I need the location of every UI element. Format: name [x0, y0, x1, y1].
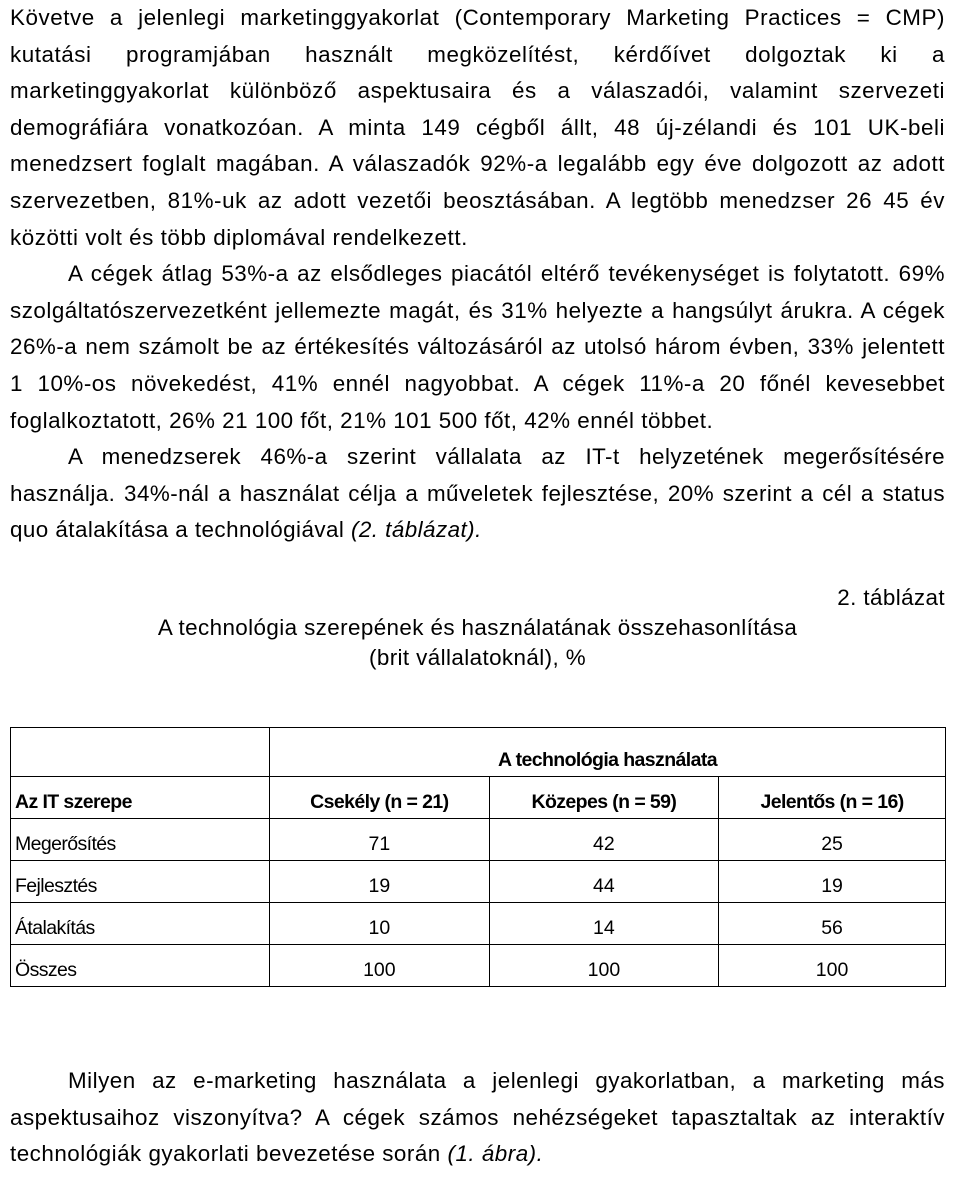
- table-row: [11, 944, 946, 986]
- table-header-row: [11, 776, 946, 818]
- table-column-header: Jelentős (n = 16): [719, 776, 946, 818]
- table-cell: 14: [489, 902, 718, 944]
- table-cell: 44: [489, 860, 718, 902]
- table-cell: 19: [270, 860, 490, 902]
- paragraph-it-usage: [10, 439, 945, 549]
- table-cell: 100: [719, 944, 946, 986]
- table-group-header: A technológia használata: [270, 727, 946, 776]
- figure-reference: (1. ábra).: [447, 1141, 544, 1167]
- table-empty-corner: [11, 727, 270, 776]
- paragraph-it-usage-text: A menedzserek 46%-a szerint vállalata az IT-t helyzetének megerősítésére használja. 34%-nál a használat célja a műveletek fejlesztése, 20% szerint a cél a status quo átalakítása a technológiával: [10, 444, 945, 543]
- table-cell: 25: [719, 818, 946, 860]
- body-text-bottom: [10, 1063, 945, 1173]
- table-row: [11, 902, 946, 944]
- table-reference: (2. táblázat).: [351, 517, 482, 543]
- table-cell: 42: [489, 818, 718, 860]
- table-title-line2: (brit vállalatoknál), %: [368, 644, 586, 670]
- paragraph-company-stats: A cégek átlag 53%-a az elsődleges piacától eltérő tevékenységet is folytatott. 69% szolgáltatószervezetként jellemezte magát, és 31% helyezte a hangsúlyt árukra. A cégek 26%-a nem számolt be az értékesítés változásáról az utolsó három évben, 33% jelentett 1 10%-os növekedést, 41% ennél nagyobbat. A cégek 11%-a 20 főnél kevesebbet foglalkoztatott, 26% 21 100 főt, 21% 101 500 főt, 42% ennél többet.: [10, 261, 945, 433]
- table-cell-label: Fejlesztés: [11, 860, 270, 902]
- table-cell: 71: [270, 818, 490, 860]
- technology-role-table: [10, 727, 946, 987]
- table-group-header-row: [11, 727, 946, 776]
- table-title-line1: A technológia szerepének és használatának összehasonlítása: [157, 614, 798, 640]
- table-cell: 56: [719, 902, 946, 944]
- table-row: [11, 860, 946, 902]
- table-number: 2. táblázat: [837, 584, 945, 610]
- table-cell: 100: [270, 944, 490, 986]
- table-column-header: Csekély (n = 21): [270, 776, 490, 818]
- body-text-top: [10, 0, 945, 549]
- table-cell: 19: [719, 860, 946, 902]
- table-caption: [10, 583, 945, 673]
- table-column-header: Az IT szerepe: [11, 776, 270, 818]
- table-cell: 100: [489, 944, 718, 986]
- paragraph-emarketing-text: Milyen az e-marketing használata a jelenlegi gyakorlatban, a marketing más aspektusaihoz viszonyítva? A cégek számos nehézségeket tapasztaltak az interaktív technológiák gyakorlati bevezetése során: [10, 1067, 945, 1167]
- table-column-header: Közepes (n = 59): [489, 776, 718, 818]
- table-cell: 10: [270, 902, 490, 944]
- table-cell-label: Megerősítés: [11, 818, 270, 860]
- document-page: [10, 0, 945, 1173]
- paragraph-emarketing-question: [10, 1063, 945, 1173]
- paragraph-survey-method: Követve a jelenlegi marketinggyakorlat (Contemporary Marketing Practices = CMP) kutatási programjában használt megközelítést, kérdőívet dolgoztak ki a marketinggyakorlat különböző aspektusaira és a válaszadói, valamint szervezeti demográfiára vonatkozóan. A minta 149 cégből állt, 48 új-zélandi és 101 UK-beli menedzsert foglalt magában. A válaszadók 92%-a legalább egy éve dolgozott az adott szervezetben, 81%-uk az adott vezetői beosztásában. A legtöbb menedzser 26 45 év közötti volt és több diplomával rendelkezett.: [10, 5, 945, 250]
- table-cell-label: Átalakítás: [11, 902, 270, 944]
- table-row: [11, 818, 946, 860]
- table-cell-label: Összes: [11, 944, 270, 986]
